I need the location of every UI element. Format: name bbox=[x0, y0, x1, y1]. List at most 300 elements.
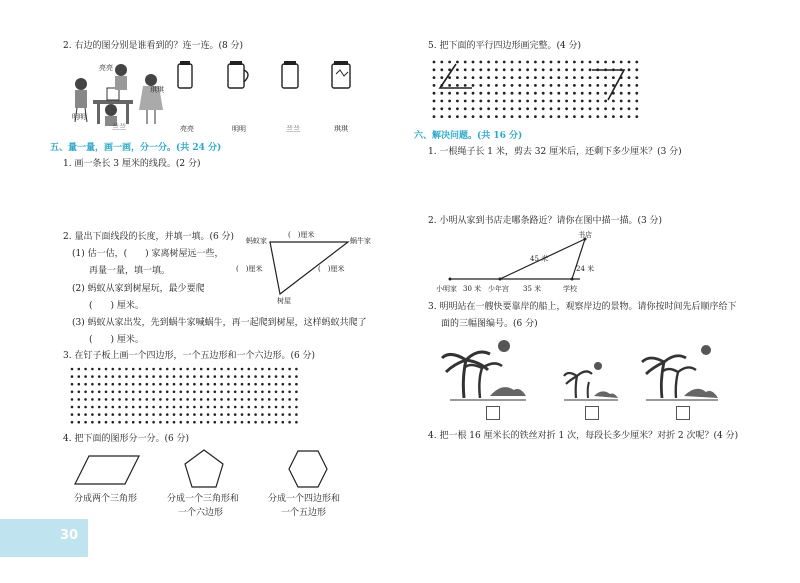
peg-dot[interactable] bbox=[173, 406, 176, 409]
peg-dot[interactable] bbox=[214, 375, 217, 378]
peg-dot[interactable] bbox=[295, 375, 298, 378]
peg-dot[interactable] bbox=[193, 421, 196, 424]
peg-dot[interactable] bbox=[295, 368, 298, 371]
peg-dot[interactable] bbox=[275, 398, 278, 401]
peg-dot[interactable] bbox=[125, 375, 128, 378]
peg-dot[interactable] bbox=[220, 368, 223, 371]
peg-dot[interactable] bbox=[282, 406, 285, 409]
peg-dot[interactable] bbox=[118, 383, 121, 386]
peg-dot[interactable] bbox=[288, 421, 291, 424]
peg-dot[interactable] bbox=[146, 383, 149, 386]
peg-dot[interactable] bbox=[105, 368, 108, 371]
peg-dot[interactable] bbox=[166, 413, 169, 416]
peg-dot[interactable] bbox=[186, 375, 189, 378]
peg-dot[interactable] bbox=[261, 421, 264, 424]
peg-dot[interactable] bbox=[214, 368, 217, 371]
peg-dot[interactable] bbox=[112, 391, 115, 394]
peg-dot[interactable] bbox=[112, 406, 115, 409]
peg-dot[interactable] bbox=[118, 375, 121, 378]
peg-dot[interactable] bbox=[295, 406, 298, 409]
peg-dot[interactable] bbox=[152, 413, 155, 416]
peg-dot[interactable] bbox=[84, 413, 87, 416]
peg-dot[interactable] bbox=[241, 368, 244, 371]
peg-dot[interactable] bbox=[207, 421, 210, 424]
peg-dot[interactable] bbox=[220, 375, 223, 378]
peg-dot[interactable] bbox=[254, 421, 257, 424]
scene-1-order-box[interactable] bbox=[486, 406, 500, 420]
peg-dot[interactable] bbox=[98, 413, 101, 416]
peg-dot[interactable] bbox=[139, 375, 142, 378]
peg-dot[interactable] bbox=[220, 398, 223, 401]
peg-dot[interactable] bbox=[173, 383, 176, 386]
peg-dot[interactable] bbox=[295, 413, 298, 416]
person-label: 琪琪 bbox=[150, 86, 164, 94]
peg-dot[interactable] bbox=[91, 375, 94, 378]
peg-dot[interactable] bbox=[282, 391, 285, 394]
peg-dot[interactable] bbox=[282, 413, 285, 416]
peg-dot[interactable] bbox=[146, 368, 149, 371]
peg-dot[interactable] bbox=[71, 383, 74, 386]
peg-dot[interactable] bbox=[227, 383, 230, 386]
peg-dot[interactable] bbox=[282, 375, 285, 378]
peg-dot[interactable] bbox=[91, 398, 94, 401]
peg-dot[interactable] bbox=[220, 413, 223, 416]
peg-dot[interactable] bbox=[186, 406, 189, 409]
peg-dot[interactable] bbox=[193, 391, 196, 394]
peg-dot[interactable] bbox=[214, 421, 217, 424]
peg-dot[interactable] bbox=[139, 368, 142, 371]
peg-dot[interactable] bbox=[268, 383, 271, 386]
peg-dot[interactable] bbox=[288, 368, 291, 371]
peg-dot[interactable] bbox=[214, 391, 217, 394]
peg-dot[interactable] bbox=[241, 375, 244, 378]
peg-dot[interactable] bbox=[152, 368, 155, 371]
peg-dot[interactable] bbox=[173, 421, 176, 424]
peg-dot[interactable] bbox=[139, 391, 142, 394]
distance-label: 45 米 bbox=[530, 255, 549, 263]
peg-dot[interactable] bbox=[275, 383, 278, 386]
peg-dot[interactable] bbox=[105, 391, 108, 394]
peg-dot[interactable] bbox=[125, 383, 128, 386]
peg-dot[interactable] bbox=[248, 391, 251, 394]
peg-dot[interactable] bbox=[112, 368, 115, 371]
peg-dot[interactable] bbox=[186, 368, 189, 371]
peg-dot[interactable] bbox=[139, 398, 142, 401]
peg-dot[interactable] bbox=[220, 383, 223, 386]
peg-dot[interactable] bbox=[71, 375, 74, 378]
peg-dot[interactable] bbox=[91, 421, 94, 424]
pegboard-left[interactable] bbox=[70, 367, 300, 427]
peg-dot[interactable] bbox=[146, 413, 149, 416]
peg-dot[interactable] bbox=[227, 421, 230, 424]
peg-dot[interactable] bbox=[214, 398, 217, 401]
peg-dot[interactable] bbox=[227, 398, 230, 401]
section-5-title: 五、量一量，画一画，分一分。(共 24 分) bbox=[50, 143, 222, 153]
peg-dot[interactable] bbox=[159, 398, 162, 401]
peg-dot[interactable] bbox=[91, 391, 94, 394]
peg-dot[interactable] bbox=[105, 406, 108, 409]
peg-dot[interactable] bbox=[207, 368, 210, 371]
peg-dot[interactable] bbox=[173, 413, 176, 416]
peg-dot[interactable] bbox=[112, 375, 115, 378]
peg-dot[interactable] bbox=[248, 406, 251, 409]
peg-dot[interactable] bbox=[186, 413, 189, 416]
peg-dot[interactable] bbox=[98, 368, 101, 371]
peg-dot[interactable] bbox=[78, 383, 81, 386]
peg-dot[interactable] bbox=[152, 398, 155, 401]
peg-dot[interactable] bbox=[146, 421, 149, 424]
peg-dot[interactable] bbox=[180, 406, 183, 409]
peg-dot[interactable] bbox=[288, 391, 291, 394]
peg-dot[interactable] bbox=[207, 413, 210, 416]
peg-dot[interactable] bbox=[193, 383, 196, 386]
peg-dot[interactable] bbox=[71, 391, 74, 394]
peg-dot[interactable] bbox=[146, 406, 149, 409]
peg-dot[interactable] bbox=[132, 391, 135, 394]
peg-dot[interactable] bbox=[234, 375, 237, 378]
peg-dot[interactable] bbox=[125, 398, 128, 401]
peg-dot[interactable] bbox=[254, 375, 257, 378]
peg-dot[interactable] bbox=[152, 383, 155, 386]
peg-dot[interactable] bbox=[234, 406, 237, 409]
peg-dot[interactable] bbox=[207, 406, 210, 409]
peg-dot[interactable] bbox=[84, 421, 87, 424]
peg-dot[interactable] bbox=[118, 406, 121, 409]
peg-dot[interactable] bbox=[139, 406, 142, 409]
cup-view-2 bbox=[226, 60, 254, 92]
peg-dot[interactable] bbox=[227, 413, 230, 416]
peg-dot[interactable] bbox=[125, 368, 128, 371]
peg-dot[interactable] bbox=[112, 421, 115, 424]
peg-dot[interactable] bbox=[282, 368, 285, 371]
peg-dot[interactable] bbox=[166, 375, 169, 378]
peg-dot[interactable] bbox=[166, 368, 169, 371]
peg-dot[interactable] bbox=[146, 375, 149, 378]
peg-dot[interactable] bbox=[261, 383, 264, 386]
peg-dot[interactable] bbox=[268, 421, 271, 424]
peg-dot[interactable] bbox=[91, 383, 94, 386]
peg-dot[interactable] bbox=[159, 375, 162, 378]
peg-dot[interactable] bbox=[71, 398, 74, 401]
peg-dot[interactable] bbox=[254, 391, 257, 394]
peg-dot[interactable] bbox=[200, 398, 203, 401]
distance-label: 35 米 bbox=[523, 285, 542, 293]
peg-dot[interactable] bbox=[282, 398, 285, 401]
peg-dot[interactable] bbox=[275, 391, 278, 394]
peg-dot[interactable] bbox=[186, 391, 189, 394]
peg-dot[interactable] bbox=[268, 406, 271, 409]
peg-dot[interactable] bbox=[159, 413, 162, 416]
peg-dot[interactable] bbox=[207, 398, 210, 401]
peg-dot[interactable] bbox=[241, 391, 244, 394]
peg-dot[interactable] bbox=[152, 421, 155, 424]
peg-dot[interactable] bbox=[234, 368, 237, 371]
peg-dot[interactable] bbox=[268, 413, 271, 416]
peg-dot[interactable] bbox=[288, 398, 291, 401]
ant-home-label: 蚂蚁家 bbox=[246, 237, 267, 245]
peg-dot[interactable] bbox=[261, 413, 264, 416]
peg-dot[interactable] bbox=[71, 413, 74, 416]
peg-dot[interactable] bbox=[180, 421, 183, 424]
peg-dot[interactable] bbox=[220, 406, 223, 409]
peg-dot[interactable] bbox=[78, 391, 81, 394]
peg-dot[interactable] bbox=[78, 421, 81, 424]
peg-dot[interactable] bbox=[159, 383, 162, 386]
peg-dot[interactable] bbox=[84, 375, 87, 378]
peg-dot[interactable] bbox=[78, 398, 81, 401]
peg-dot[interactable] bbox=[268, 391, 271, 394]
peg-dot[interactable] bbox=[166, 383, 169, 386]
peg-dot[interactable] bbox=[295, 383, 298, 386]
peg-dot[interactable] bbox=[180, 368, 183, 371]
peg-dot[interactable] bbox=[173, 398, 176, 401]
peg-dot[interactable] bbox=[275, 368, 278, 371]
peg-dot[interactable] bbox=[84, 383, 87, 386]
peg-dot[interactable] bbox=[91, 406, 94, 409]
parallelogram-shape[interactable] bbox=[75, 456, 140, 486]
peg-dot[interactable] bbox=[159, 421, 162, 424]
home-label: 小明家 bbox=[436, 285, 457, 293]
peg-dot[interactable] bbox=[234, 383, 237, 386]
peg-dot[interactable] bbox=[180, 398, 183, 401]
peg-dot[interactable] bbox=[234, 413, 237, 416]
peg-dot[interactable] bbox=[200, 413, 203, 416]
peg-dot[interactable] bbox=[200, 406, 203, 409]
peg-dot[interactable] bbox=[132, 398, 135, 401]
peg-dot[interactable] bbox=[207, 383, 210, 386]
peg-dot[interactable] bbox=[241, 406, 244, 409]
peg-dot[interactable] bbox=[159, 406, 162, 409]
peg-dot[interactable] bbox=[105, 375, 108, 378]
peg-dot[interactable] bbox=[173, 375, 176, 378]
peg-dot[interactable] bbox=[78, 368, 81, 371]
distance-label: 30 米 bbox=[463, 285, 482, 293]
peg-dot[interactable] bbox=[214, 413, 217, 416]
peg-dot[interactable] bbox=[78, 413, 81, 416]
peg-dot[interactable] bbox=[275, 375, 278, 378]
peg-dot[interactable] bbox=[78, 406, 81, 409]
peg-dot[interactable] bbox=[200, 375, 203, 378]
peg-dot[interactable] bbox=[152, 406, 155, 409]
peg-dot[interactable] bbox=[132, 375, 135, 378]
peg-dot[interactable] bbox=[166, 391, 169, 394]
peg-dot[interactable] bbox=[186, 398, 189, 401]
peg-dot[interactable] bbox=[105, 421, 108, 424]
peg-dot[interactable] bbox=[125, 421, 128, 424]
peg-dot[interactable] bbox=[288, 406, 291, 409]
peg-dot[interactable] bbox=[200, 391, 203, 394]
peg-dot[interactable] bbox=[91, 413, 94, 416]
peg-dot[interactable] bbox=[186, 421, 189, 424]
peg-dot[interactable] bbox=[248, 383, 251, 386]
peg-dot[interactable] bbox=[132, 406, 135, 409]
peg-dot[interactable] bbox=[84, 406, 87, 409]
peg-dot[interactable] bbox=[180, 383, 183, 386]
peg-dot[interactable] bbox=[220, 421, 223, 424]
peg-dot[interactable] bbox=[132, 383, 135, 386]
question-6-2: 2. 小明从家到书店走哪条路近？请你在图中描一描。(3 分) bbox=[428, 216, 663, 226]
peg-dot[interactable] bbox=[159, 391, 162, 394]
peg-dot[interactable] bbox=[146, 398, 149, 401]
peg-dot[interactable] bbox=[193, 398, 196, 401]
peg-dot[interactable] bbox=[220, 391, 223, 394]
peg-dot[interactable] bbox=[166, 406, 169, 409]
shape-caption: 分成两个三角形 bbox=[74, 494, 138, 504]
peg-dot[interactable] bbox=[71, 406, 74, 409]
peg-dot[interactable] bbox=[166, 421, 169, 424]
peg-dot[interactable] bbox=[105, 398, 108, 401]
peg-dot[interactable] bbox=[261, 391, 264, 394]
peg-dot[interactable] bbox=[180, 413, 183, 416]
peg-dot[interactable] bbox=[91, 368, 94, 371]
peg-dot[interactable] bbox=[71, 421, 74, 424]
peg-dot[interactable] bbox=[180, 375, 183, 378]
left-length-blank: ( )厘米 bbox=[236, 265, 263, 273]
peg-dot[interactable] bbox=[214, 383, 217, 386]
scene-3-order-box[interactable] bbox=[676, 406, 690, 420]
peg-dot[interactable] bbox=[112, 398, 115, 401]
peg-dot[interactable] bbox=[295, 391, 298, 394]
peg-dot[interactable] bbox=[248, 413, 251, 416]
peg-dot[interactable] bbox=[200, 368, 203, 371]
scene-1 bbox=[440, 338, 530, 408]
bookstore-label: 书店 bbox=[578, 231, 592, 239]
peg-dot[interactable] bbox=[227, 368, 230, 371]
peg-dot[interactable] bbox=[261, 368, 264, 371]
peg-dot[interactable] bbox=[193, 375, 196, 378]
peg-dot[interactable] bbox=[118, 421, 121, 424]
hexagon-shape[interactable] bbox=[288, 450, 328, 488]
peg-dot[interactable] bbox=[132, 421, 135, 424]
peg-dot[interactable] bbox=[248, 398, 251, 401]
peg-dot[interactable] bbox=[214, 406, 217, 409]
peg-dot[interactable] bbox=[248, 375, 251, 378]
peg-dot[interactable] bbox=[268, 368, 271, 371]
peg-dot[interactable] bbox=[152, 391, 155, 394]
peg-dot[interactable] bbox=[118, 398, 121, 401]
peg-dot[interactable] bbox=[146, 391, 149, 394]
peg-dot[interactable] bbox=[112, 413, 115, 416]
peg-dot[interactable] bbox=[98, 421, 101, 424]
peg-dot[interactable] bbox=[295, 398, 298, 401]
peg-dot[interactable] bbox=[193, 368, 196, 371]
cup-view-1 bbox=[176, 60, 200, 92]
peg-dot[interactable] bbox=[288, 383, 291, 386]
peg-dot[interactable] bbox=[118, 391, 121, 394]
peg-dot[interactable] bbox=[132, 368, 135, 371]
peg-dot[interactable] bbox=[261, 398, 264, 401]
peg-dot[interactable] bbox=[84, 398, 87, 401]
peg-dot[interactable] bbox=[78, 375, 81, 378]
cup-view-3 bbox=[280, 60, 304, 92]
peg-dot[interactable] bbox=[254, 413, 257, 416]
shape-caption: 分成一个三角形和 bbox=[167, 494, 240, 504]
peg-dot[interactable] bbox=[288, 413, 291, 416]
cup-caption: 亮亮 bbox=[180, 125, 194, 133]
peg-dot[interactable] bbox=[295, 421, 298, 424]
peg-dot[interactable] bbox=[241, 383, 244, 386]
peg-dot[interactable] bbox=[282, 383, 285, 386]
peg-dot[interactable] bbox=[152, 375, 155, 378]
peg-dot[interactable] bbox=[71, 368, 74, 371]
peg-dot[interactable] bbox=[139, 421, 142, 424]
peg-dot[interactable] bbox=[261, 375, 264, 378]
peg-dot[interactable] bbox=[227, 375, 230, 378]
peg-dot[interactable] bbox=[254, 383, 257, 386]
peg-dot[interactable] bbox=[282, 421, 285, 424]
peg-dot[interactable] bbox=[234, 421, 237, 424]
peg-dot[interactable] bbox=[275, 406, 278, 409]
peg-dot[interactable] bbox=[207, 375, 210, 378]
peg-dot[interactable] bbox=[173, 368, 176, 371]
peg-dot[interactable] bbox=[254, 368, 257, 371]
peg-dot[interactable] bbox=[241, 421, 244, 424]
peg-dot[interactable] bbox=[125, 391, 128, 394]
peg-dot[interactable] bbox=[268, 375, 271, 378]
peg-dot[interactable] bbox=[193, 406, 196, 409]
peg-dot[interactable] bbox=[166, 398, 169, 401]
peg-dot[interactable] bbox=[180, 391, 183, 394]
peg-dot[interactable] bbox=[275, 413, 278, 416]
peg-dot[interactable] bbox=[234, 398, 237, 401]
peg-dot[interactable] bbox=[125, 413, 128, 416]
peg-dot[interactable] bbox=[105, 383, 108, 386]
route-map[interactable] bbox=[450, 235, 600, 285]
peg-dot[interactable] bbox=[200, 421, 203, 424]
peg-dot[interactable] bbox=[98, 398, 101, 401]
peg-dot[interactable] bbox=[261, 406, 264, 409]
tree-house-label: 树屋 bbox=[277, 297, 291, 305]
section-6-title: 六、解决问题。(共 16 分) bbox=[414, 131, 523, 141]
peg-dot[interactable] bbox=[84, 368, 87, 371]
peg-dot[interactable] bbox=[241, 413, 244, 416]
peg-dot[interactable] bbox=[207, 391, 210, 394]
question-5-2-3a: (3) 蚂蚁从家出发，先到蜗牛家喊蜗牛，再一起爬到树屋，这样蚂蚁共爬了 bbox=[72, 318, 367, 328]
peg-dot[interactable] bbox=[173, 391, 176, 394]
peg-dot[interactable] bbox=[132, 413, 135, 416]
scene-2-order-box[interactable] bbox=[585, 406, 599, 420]
peg-dot[interactable] bbox=[227, 391, 230, 394]
peg-dot[interactable] bbox=[98, 406, 101, 409]
peg-dot[interactable] bbox=[241, 398, 244, 401]
peg-dot[interactable] bbox=[248, 368, 251, 371]
peg-dot[interactable] bbox=[84, 391, 87, 394]
peg-dot[interactable] bbox=[112, 383, 115, 386]
peg-dot[interactable] bbox=[98, 375, 101, 378]
peg-dot[interactable] bbox=[139, 413, 142, 416]
peg-dot[interactable] bbox=[254, 406, 257, 409]
peg-dot[interactable] bbox=[254, 398, 257, 401]
peg-dot[interactable] bbox=[118, 413, 121, 416]
peg-dot[interactable] bbox=[98, 391, 101, 394]
peg-dot[interactable] bbox=[139, 383, 142, 386]
peg-dot[interactable] bbox=[125, 406, 128, 409]
peg-dot[interactable] bbox=[193, 413, 196, 416]
peg-dot[interactable] bbox=[227, 406, 230, 409]
peg-dot[interactable] bbox=[234, 391, 237, 394]
peg-dot[interactable] bbox=[159, 368, 162, 371]
peg-dot[interactable] bbox=[98, 383, 101, 386]
pentagon-shape[interactable] bbox=[184, 450, 224, 488]
peg-dot[interactable] bbox=[288, 375, 291, 378]
peg-dot[interactable] bbox=[200, 383, 203, 386]
peg-dot[interactable] bbox=[248, 421, 251, 424]
peg-dot[interactable] bbox=[105, 413, 108, 416]
peg-dot[interactable] bbox=[118, 368, 121, 371]
peg-dot[interactable] bbox=[275, 421, 278, 424]
peg-dot[interactable] bbox=[268, 398, 271, 401]
peg-dot[interactable] bbox=[186, 383, 189, 386]
